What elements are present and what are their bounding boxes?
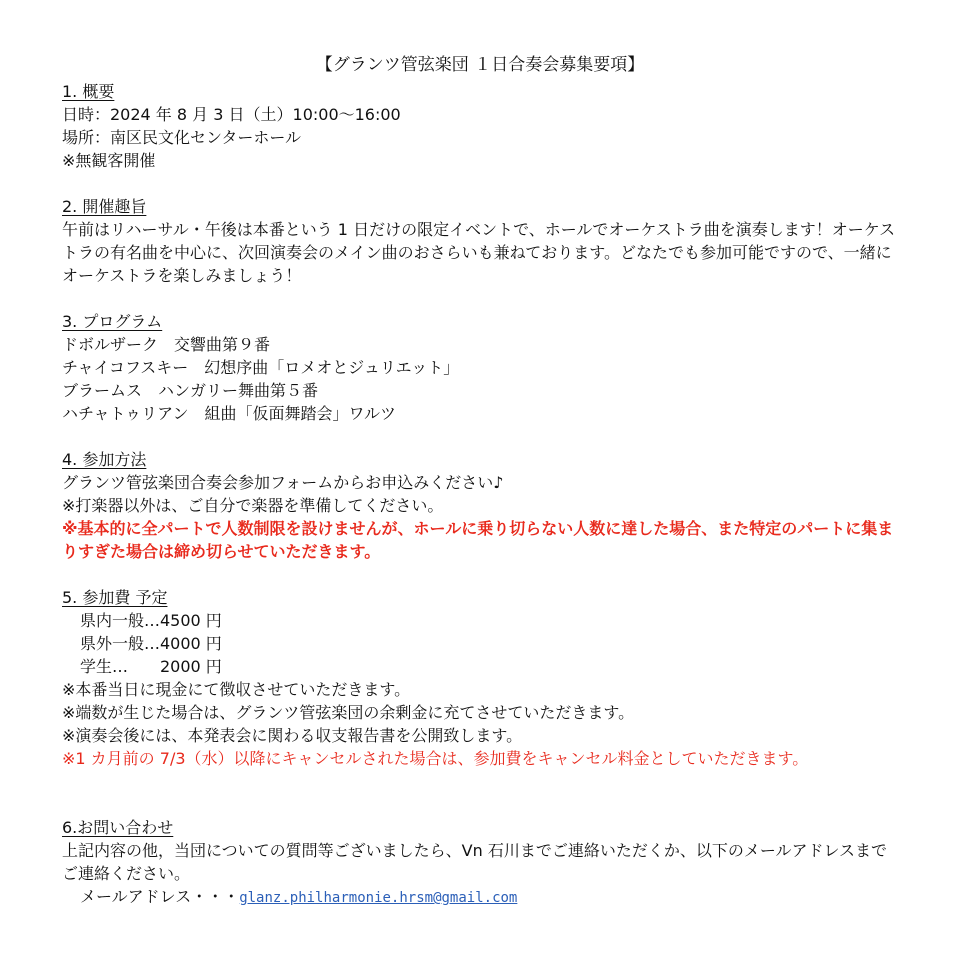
section-5-heading: 5. 参加費 予定 — [62, 588, 168, 607]
document — [62, 50, 942, 908]
instrument-note: ※打楽器以外は、ご自分で楽器を準備してください。 — [62, 496, 444, 515]
fee-item: 学生… 2000 円 — [80, 657, 222, 676]
capacity-warning: ※基本的に全パートで人数制限を設けませんが、ホールに乗り切らない人数に達した場合、また特定のパートに集まりすぎた場合は締め切らせていただきます。 — [62, 519, 894, 561]
spacer — [62, 172, 942, 195]
email-link[interactable]: glanz.philharmonie.hrsm@gmail.com — [239, 890, 518, 906]
spacer — [62, 563, 942, 586]
program-item: ドボルザーク 交響曲第９番 — [62, 335, 271, 354]
fee-note: ※端数が生じた場合は、グランツ管弦楽団の余剰金に充てさせていただきます。 — [62, 703, 635, 722]
spacer — [62, 770, 942, 816]
email-line — [62, 885, 942, 908]
fee-item: 県外一般…4000 円 — [80, 634, 222, 653]
section-1-heading: 1. 概要 — [62, 82, 115, 101]
fee-note: ※演奏会後には、本発表会に関わる収支報告書を公開致します。 — [62, 726, 523, 745]
email-label: メールアドレス・・・ — [80, 887, 240, 906]
purpose-paragraph: 午前はリハーサル・午後は本番という 1 日だけの限定イベントで、ホールでオーケストラ曲を演奏します！オーケストラの有名曲を中心に、次回演奏会のメイン曲のおさらいも兼ねております。どなたでも参加可能ですので、一緒にオーケストラを楽しみましょう！ — [62, 220, 896, 285]
cancellation-note: ※1 カ月前の 7/3（水）以降にキャンセルされた場合は、参加費をキャンセル料金としていただきます。 — [62, 749, 809, 768]
program-item: チャイコフスキー 幻想序曲「ロメオとジュリエット」 — [62, 358, 460, 377]
no-audience-note: ※無観客開催 — [62, 151, 156, 170]
spacer — [62, 287, 942, 310]
section-6-heading: 6.お問い合わせ — [62, 818, 174, 837]
section-3-heading: 3. プログラム — [62, 312, 163, 331]
section-2-heading: 2. 開催趣旨 — [62, 197, 147, 216]
section-4-heading: 4. 参加方法 — [62, 450, 147, 469]
fee-note: ※本番当日に現金にて徴収させていただきます。 — [62, 680, 411, 699]
application-instruction: グランツ管弦楽団合奏会参加フォームからお申込みください♪ — [62, 473, 504, 492]
document-title: 【グランツ管弦楽団 １日合奏会募集要項】 — [315, 55, 645, 75]
program-item: ハチャトゥリアン 組曲「仮面舞踏会」ワルツ — [62, 404, 397, 423]
fee-item: 県内一般…4500 円 — [80, 611, 222, 630]
contact-paragraph: 上記内容の他，当団についての質問等ございましたら、Vn 石川までご連絡いただくか、以下のメールアドレスまでご連絡ください。 — [62, 841, 888, 883]
event-date: 日時：2024 年 8 月 3 日（土）10:00～16:00 — [62, 105, 401, 124]
program-item: ブラームス ハンガリー舞曲第５番 — [62, 381, 319, 400]
event-place: 場所：南区民文化センターホール — [62, 128, 302, 147]
spacer — [62, 425, 942, 448]
